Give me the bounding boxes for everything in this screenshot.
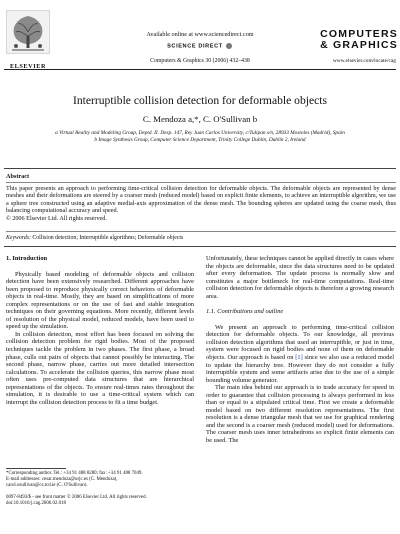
contributions-paragraph-1: [206, 324, 394, 384]
footnote-divider: [6, 468, 66, 469]
available-online-text: Available online at www.sciencedirect.com: [146, 31, 254, 38]
abstract-bottom-divider: [4, 246, 396, 247]
journal-url-link[interactable]: www.elsevier.com/locate/cag: [332, 58, 396, 64]
keywords-label: Keywords:: [6, 235, 31, 241]
elsevier-tree-logo-icon: [6, 10, 50, 54]
citation-link-1[interactable]: [1]: [295, 354, 303, 362]
journal-title: [302, 29, 398, 51]
journal-title-line2: & GRAPHICS: [320, 39, 398, 51]
contributions-paragraph-2: The main idea behind our approach is to trade accuracy for speed in order to guarantee that collision processing is always performed in less than or equal to a stipulated critical time. First we create a deformable model based on two different resolution representations. The first resolution is a dense triangular mesh that we use for graphical rendering and the second is a coarser mesh (reduced model) used for deformations. The coarser mesh uses inner tetrahedrons so explicit finite elements can be used. The: [206, 384, 394, 445]
abstract-text: This paper presents an approach to performing time-critical collision detection for deformable objects. The deformable objects are represented by dense meshes and their deformations are steered by a coarser mesh (reduced model) based on explicit finite elements, to achieve an interruptible algorithm, we use a sphere tree constructed using an adaptive medial-axis approximation of the dense mesh. The bounding spheres are updated using the coarse mesh, thus balancing computational accuracy and speed.: [6, 185, 396, 215]
affiliation-a: a Virtual Reality and Modeling Group, Deptd. II. Desp. 147, Rey Juan Carlos University, c/Tulipan s/n, 28933 Mostoles (Madrid), Spain: [55, 130, 345, 136]
abstract-divider: [6, 182, 396, 183]
section-heading-introduction: 1. Introduction: [6, 255, 48, 262]
journal-title-line1: COMPUTERS: [320, 28, 398, 40]
footnote-emails: E-mail addresses: cesar.mendoza@urjc.es (C. Mendoza),: [6, 477, 118, 482]
doi-link[interactable]: doi:10.1016/j.cag.2006.02.018: [6, 501, 66, 506]
sciencedirect-dot-icon: [226, 43, 232, 49]
journal-citation: Computers & Graphics 30 (2006) 432–438: [150, 58, 250, 64]
footnote-corresponding-author: *Corresponding author. Tel.: +34 91 488 8280; fax: +34 91 488 7049.: [6, 471, 143, 476]
abstract-body: [6, 185, 396, 222]
article-title: Interruptible collision detection for deformable objects: [72, 94, 327, 107]
intro-paragraph-3: Unfortunately, these techniques cannot be applied directly in cases where the objects are deformable, since the data structures need to be updated after every deformation. The update process is normally slow and constitutes a major bottleneck for real-time computations. Real-time collision detection for deformable objects is therefore a growing research area.: [206, 255, 394, 300]
subsection-heading-contributions: 1.1. Contributions and outline: [206, 308, 284, 316]
contributions-text-a: We present an approach to performing time-critical collision detection for deformable objects. To our knowledge, all previous collision detection algorithms that used an interruptible, or just in time, system were focused on rigid bodies and none of them on deformable objects. Our approach is based on: [206, 323, 394, 362]
abstract-copyright: © 2006 Elsevier Ltd. All rights reserved.: [6, 214, 107, 222]
article-authors: C. Mendoza a,*, C. O'Sullivan b: [142, 114, 258, 124]
publisher-name: ELSEVIER: [9, 63, 47, 70]
sciencedirect-logo: [140, 43, 260, 49]
header-divider: [4, 69, 396, 70]
keywords-line: [6, 235, 396, 241]
intro-paragraph-1: Physically based modeling of deformable objects and collision detection have been extensively researched. Different approaches have been proposed to reproduce physically correct behaviors of deformable objects in real-time. Mostly, they are based on simplifications of more complex representations or on the use of fast and stable integration techniques on their governing equations. More recently, different levels of resolution of the physical model, reduced models, have been used to speed up the simulation.: [6, 270, 194, 331]
keywords-divider: [6, 231, 396, 232]
abstract-heading: Abstract: [6, 173, 30, 180]
sciencedirect-text: SCIENCE DIRECT: [167, 43, 223, 50]
right-column: [206, 255, 394, 445]
issn-line: 0097-8493/$ - see front matter © 2006 Elsevier Ltd. All rights reserved.: [6, 495, 147, 500]
affiliation-b: b Image Synthesis Group, Computer Science Department, Trinity College Dublin, Dublin 2, Ireland: [94, 137, 306, 143]
contributions-text-b: since we also use a reduced model to update the hierarchy tree. However they do not consider a fully interruptible system and some artifacts arise due to the use of a simple bounding volume generator.: [206, 354, 394, 384]
title-divider: [4, 168, 396, 169]
intro-paragraph-2: In collision detection, most effort has been focused on solving the collision detection problem for rigid bodies. Most of the proposed techniques tackle the problem in two phases. The first phase, a broad phase, culls out pairs of objects that cannot possibly be interacting. The second phase, narrow phase, carries out more detailed intersection calculations. To accelerate the collision queries, this narrow phase most often uses pre-computed data structures that are hierarchical representations of the objects. To ensure real-times rates throughout the simulation, it is desirable to use a time-critical system which can interrupt the collision detection process to fit a time budget.: [6, 330, 194, 406]
footnote-emails-continued: carol.osullivan@cs.tcd.ie (C. O'Sullivan).: [6, 483, 88, 488]
left-column: [6, 255, 194, 406]
keywords-list: Collision detection; Interruptible algorithms; Deformable objects: [32, 235, 184, 241]
